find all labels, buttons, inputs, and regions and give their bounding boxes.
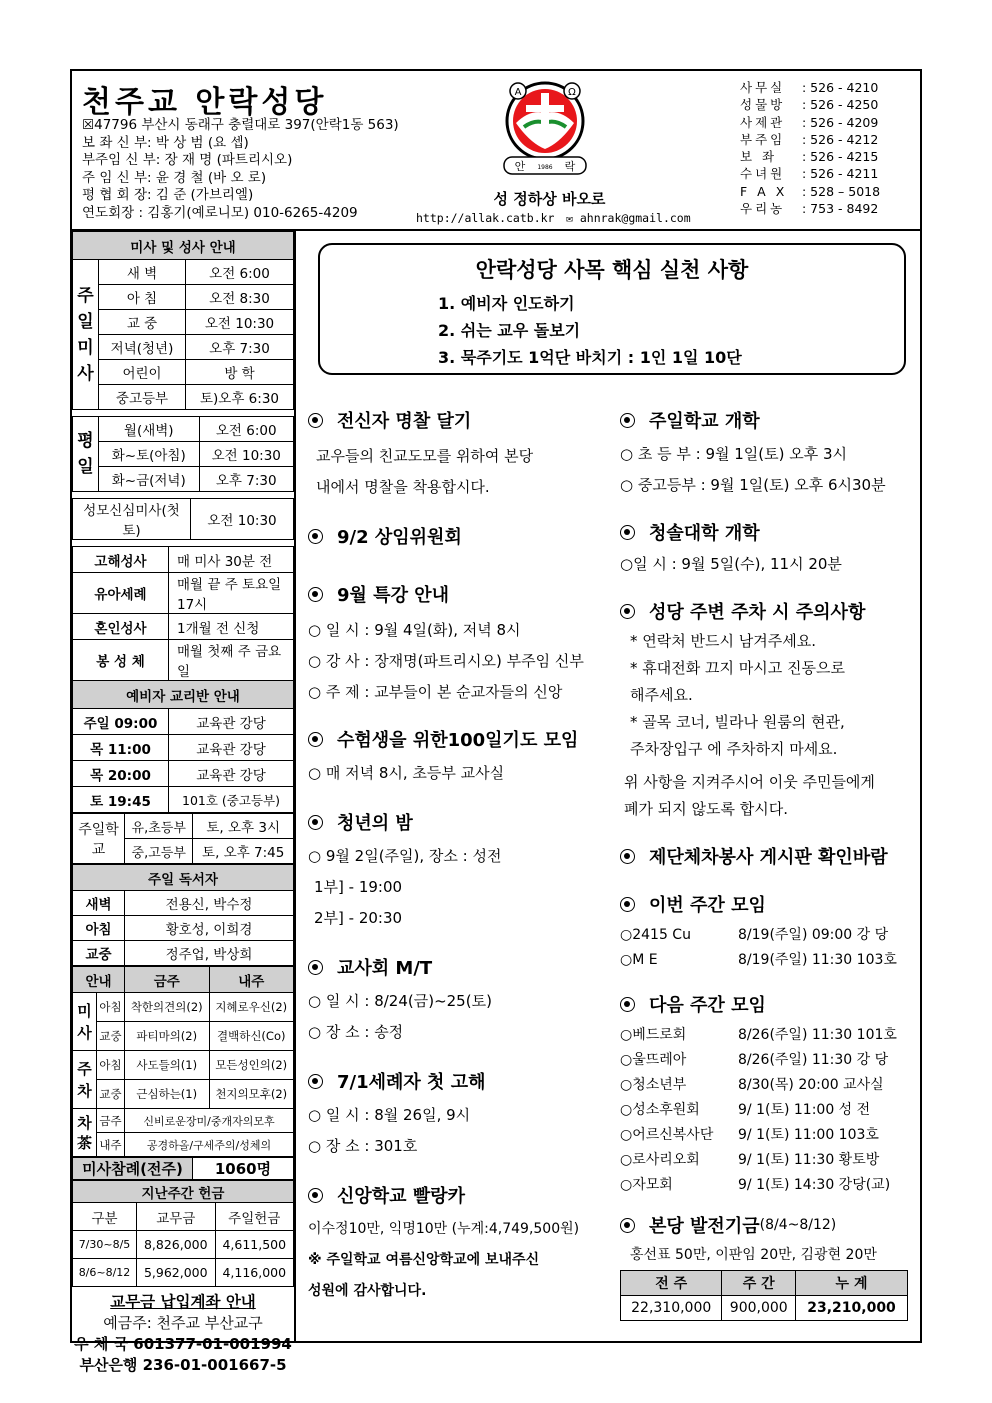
email-text: ahnrak@gmail.com xyxy=(579,211,691,225)
offering-period: 7/30~8/5 xyxy=(73,1231,137,1259)
phone-label: F A X xyxy=(740,183,788,199)
duty-slot: 내주 xyxy=(97,1133,125,1157)
offering-tithe: 8,826,000 xyxy=(137,1231,216,1259)
left-column xyxy=(308,407,608,1307)
school-table xyxy=(72,813,294,864)
parking-line: 주차장입구 에 주차하지 마세요. xyxy=(630,740,838,758)
heading-text: 신앙학교 빨랑카 xyxy=(337,1186,465,1207)
bullet-icon xyxy=(620,849,635,864)
duty-head: 내주 xyxy=(209,967,294,993)
meeting-group: ○2415 Cu xyxy=(620,927,691,943)
bullet-icon xyxy=(308,413,323,428)
phone-row xyxy=(740,79,880,96)
section-line: 이수정10만, 익명10만 (누계:4,749,500원) xyxy=(308,1221,580,1237)
sacrament-table xyxy=(72,546,294,813)
bullet-icon xyxy=(620,525,635,540)
phone-number: : 753 - 8492 xyxy=(802,201,879,217)
duty-this: 착한의견의(2) xyxy=(125,993,210,1022)
sunday-label: 주일미사 xyxy=(73,260,99,410)
heart-mass-name: 성모신심미사(첫토) xyxy=(73,499,191,540)
right-column xyxy=(620,407,916,1321)
section-line: ○ 장 소 : 송정 xyxy=(308,1023,404,1041)
meeting-row xyxy=(620,1023,916,1048)
duty-head: 안내 xyxy=(73,967,125,993)
sidebar xyxy=(72,231,296,1374)
school-time: 토, 오후 3시 xyxy=(193,814,294,839)
phone-label: 우리농 xyxy=(740,201,786,217)
account-bank: 부산은행 236-01-001667-5 xyxy=(79,1356,287,1374)
class-place: 교육관 강당 xyxy=(169,735,294,761)
section-heading xyxy=(308,1182,608,1208)
duty-table xyxy=(72,966,294,1157)
weekday-label: 평일 xyxy=(73,417,99,492)
sacrament-info: 1개월 전 신청 xyxy=(169,614,294,640)
mass-name: 어린이 xyxy=(99,360,186,385)
heading-text: 교사회 M/T xyxy=(337,958,433,979)
reader-names: 정주업, 박상희 xyxy=(125,941,294,966)
phone-label: 부주임 xyxy=(740,131,786,147)
logo-alpha: A xyxy=(514,87,522,98)
duty-slot: 교중 xyxy=(97,1022,125,1051)
meeting-time: 9/ 1(토) 11:00 103호 xyxy=(738,1127,879,1143)
school-label: 주일학교 xyxy=(73,814,125,864)
bulletin-page xyxy=(70,69,922,1374)
mass-name: 새 벽 xyxy=(99,260,186,285)
heading-text: 9/2 상임위원회 xyxy=(337,527,462,548)
section-line: ○ 초 등 부 : 9월 1일(토) 오후 3시 xyxy=(620,445,848,463)
account-holder: 예금주: 천주교 부산교구 xyxy=(103,1314,263,1332)
section-heading xyxy=(308,1068,608,1094)
mass-time: 오전 8:30 xyxy=(186,285,294,310)
section-line: 성원에 감사합니다. xyxy=(308,1283,427,1299)
catechumen-title: 예비자 교리반 안내 xyxy=(73,681,294,709)
meeting-time: 8/30(목) 20:00 교사실 xyxy=(738,1077,884,1093)
offering-head: 교무금 xyxy=(137,1203,216,1231)
next-week-list xyxy=(620,1023,916,1198)
bullet-icon xyxy=(308,587,323,602)
weekday-table xyxy=(72,416,294,492)
section-heading xyxy=(620,598,916,624)
section-line: ○ 9월 2일(주일), 장소 : 성전 xyxy=(308,847,502,865)
section-heading xyxy=(308,954,608,980)
mass-time: 오전 10:30 xyxy=(199,442,294,467)
readers-table xyxy=(72,864,294,966)
phone-number: : 526 - 4212 xyxy=(802,131,879,147)
meeting-row xyxy=(620,1073,916,1098)
section-heading xyxy=(308,523,608,549)
section-line: 1부] - 19:00 xyxy=(314,878,403,896)
phone-label: 보 좌 xyxy=(740,149,778,165)
reader-mass: 새벽 xyxy=(73,891,125,916)
meeting-time: 8/26(주일) 11:30 강 당 xyxy=(738,1052,889,1068)
mass-time: 오후 7:30 xyxy=(186,335,294,360)
staff-line: 보 좌 신 부: 박 상 범 (요 셉) xyxy=(82,134,249,151)
duty-next: 천지의모후(2) xyxy=(209,1080,294,1109)
parking-line: * 휴대전화 끄지 마시고 진동으로 xyxy=(630,659,845,677)
bullet-icon xyxy=(620,604,635,619)
pastoral-title: 안락성당 사목 핵심 실천 사항 xyxy=(475,258,749,282)
duty-next: 결백하신(Co) xyxy=(209,1022,294,1051)
parish-logo xyxy=(490,79,600,177)
section-heading xyxy=(620,991,916,1017)
mass-time: 오전 10:30 xyxy=(186,310,294,335)
duty-tea-groups: 신비로운장미/중개자의모후 xyxy=(125,1109,294,1133)
heading-text: 청솔대학 개학 xyxy=(649,523,760,544)
duty-mass-label: 미사 xyxy=(73,993,97,1051)
fund-donors: 홍선표 50만, 이판임 20만, 김광현 20만 xyxy=(630,1247,877,1263)
heading-text: 9월 특강 안내 xyxy=(337,585,449,606)
sacrament-name: 고해성사 xyxy=(73,547,169,573)
parking-line: * 골목 코너, 빌라나 원룸의 현관, xyxy=(630,713,845,731)
phone-number: : 526 - 4215 xyxy=(802,149,879,165)
logo-omega: Ω xyxy=(568,87,576,98)
phone-number: : 526 - 4250 xyxy=(802,97,879,113)
meeting-group: ○성소후원회 xyxy=(620,1102,700,1118)
logo-year: 1986 xyxy=(537,164,553,171)
phone-row xyxy=(740,114,880,131)
reader-mass: 아침 xyxy=(73,916,125,941)
bullet-icon xyxy=(620,413,635,428)
fund-table xyxy=(620,1270,908,1321)
section-line: 내에서 명찰을 착용합시다. xyxy=(316,478,490,496)
fund-period: (8/4~8/12) xyxy=(759,1217,837,1233)
meeting-row xyxy=(620,1173,916,1198)
school-dept: 중,고등부 xyxy=(125,839,193,864)
section-line: ○ 장 소 : 301호 xyxy=(308,1137,418,1155)
parking-line: 위 사항을 지켜주시어 이웃 주민들에게 xyxy=(624,773,875,791)
section-line: ○ 강 사 : 장재명(파트리시오) 부주임 신부 xyxy=(308,652,584,670)
pastoral-item: 2. 쉬는 교우 돌보기 xyxy=(438,321,581,340)
section-line: ○일 시 : 9월 5일(수), 11시 20분 xyxy=(620,555,842,573)
sacrament-info: 매 미사 30분 전 xyxy=(169,547,294,573)
bullet-icon xyxy=(308,815,323,830)
logo-text-rak: 락 xyxy=(564,160,576,173)
pastoral-box xyxy=(318,243,906,375)
attendance-label: 미사참례(전주) xyxy=(73,1158,193,1180)
duty-slot: 아침 xyxy=(97,1051,125,1080)
patron-saint: 성 정하상 바오로 xyxy=(493,190,606,208)
heading-text: 주일학교 개학 xyxy=(649,411,760,432)
mass-title: 미사 및 성사 안내 xyxy=(73,232,294,260)
offering-title: 지난주간 헌금 xyxy=(73,1181,294,1203)
mass-name: 화~토(아침) xyxy=(99,442,200,467)
meeting-group: ○자모회 xyxy=(620,1177,673,1193)
sacrament-info: 매월 끝 주 토요일 17시 xyxy=(169,573,294,614)
staff-line: 부주임 신 부: 장 재 명 (파트리시오) xyxy=(82,152,293,168)
phone-row xyxy=(740,200,880,217)
class-time: 주일 09:00 xyxy=(73,709,169,735)
fund-head: 누 계 xyxy=(796,1271,908,1296)
meeting-group: ○로사리오회 xyxy=(620,1152,700,1168)
meeting-time: 9/ 1(토) 11:30 황토방 xyxy=(738,1152,880,1168)
section-line: 2부] - 20:30 xyxy=(314,909,403,927)
phone-row xyxy=(740,96,880,113)
mass-name: 교 중 xyxy=(99,310,186,335)
section-line: ○ 일 시 : 8월 26일, 9시 xyxy=(308,1106,471,1124)
meeting-time: 8/26(주일) 11:30 101호 xyxy=(738,1027,897,1043)
address: ☒47796 부산시 동래구 충렬대로 397(안락1동 563) xyxy=(82,117,399,133)
parking-notes xyxy=(620,628,916,763)
mass-time: 오전 6:00 xyxy=(199,417,294,442)
meeting-group: ○울뜨레아 xyxy=(620,1052,687,1068)
duty-tea-label: 차茶 xyxy=(73,1109,97,1157)
offering-sunday: 4,611,500 xyxy=(215,1231,294,1259)
staff-line: 연도회장 : 김홍기(예로니모) 010-6265-4209 xyxy=(82,204,358,221)
heading-text: 전신자 명찰 달기 xyxy=(337,411,472,432)
meeting-time: 8/19(주일) 09:00 강 당 xyxy=(738,927,889,943)
bullet-icon xyxy=(620,997,635,1012)
class-time: 목 20:00 xyxy=(73,761,169,787)
staff-line: 주 임 신 부: 윤 경 철 (바 오 로) xyxy=(82,169,267,186)
meeting-row xyxy=(620,923,916,948)
main-content xyxy=(298,231,920,1341)
phone-label: 사제관 xyxy=(740,114,786,130)
fund-week: 900,000 xyxy=(722,1296,796,1321)
heading-text: 성당 주변 주차 시 주의사항 xyxy=(649,602,866,623)
parking-footer xyxy=(620,769,916,823)
parking-line: 해주세요. xyxy=(630,686,693,704)
duty-this: 사도들의(1) xyxy=(125,1051,210,1080)
parish-title: 천주교 안락성당 xyxy=(82,85,328,120)
class-place: 교육관 강당 xyxy=(169,709,294,735)
readers-title: 주일 독서자 xyxy=(73,865,294,891)
duty-slot: 금주 xyxy=(97,1109,125,1133)
offering-period: 8/6~8/12 xyxy=(73,1259,137,1287)
duty-slot: 교중 xyxy=(97,1080,125,1109)
phone-row xyxy=(740,183,880,200)
account-section xyxy=(72,1287,294,1376)
mass-time: 토)오후 6:30 xyxy=(186,385,294,410)
duty-this: 파티마의(2) xyxy=(125,1022,210,1051)
email-link[interactable] xyxy=(566,211,691,225)
heading-text: 이번 주간 모임 xyxy=(649,895,766,916)
duty-tea-groups: 공경하올/구세주의/성체의 xyxy=(125,1133,294,1157)
phone-list xyxy=(740,79,880,217)
meeting-row xyxy=(620,1048,916,1073)
bullet-icon xyxy=(308,1074,323,1089)
meeting-group: ○M E xyxy=(620,952,658,968)
heading-text: 본당 발전기금 xyxy=(649,1216,760,1237)
mass-name: 아 침 xyxy=(99,285,186,310)
reader-names: 황호성, 이희경 xyxy=(125,916,294,941)
section-line: ○ 일 시 : 9월 4일(화), 저녁 8시 xyxy=(308,621,521,639)
mass-name: 월(새벽) xyxy=(99,417,200,442)
class-place: 101호 (중고등부) xyxy=(169,787,294,813)
meeting-row xyxy=(620,1123,916,1148)
heading-text: 다음 주간 모임 xyxy=(649,995,766,1016)
duty-next: 모든성인의(2) xyxy=(209,1051,294,1080)
fund-head: 주 간 xyxy=(722,1271,796,1296)
school-dept: 유,초등부 xyxy=(125,814,193,839)
sacrament-name: 혼인성사 xyxy=(73,614,169,640)
mass-time: 방 학 xyxy=(186,360,294,385)
fund-head: 전 주 xyxy=(621,1271,722,1296)
section-heading xyxy=(620,891,916,917)
section-line: ※ 주일학교 여름신앙학교에 보내주신 xyxy=(308,1252,540,1268)
section-heading xyxy=(308,581,608,607)
meeting-group: ○청소년부 xyxy=(620,1077,687,1093)
sacrament-name: 유아세례 xyxy=(73,573,169,614)
sacrament-name: 봉 성 체 xyxy=(73,640,169,681)
offering-sunday: 4,116,000 xyxy=(215,1259,294,1287)
class-time: 목 11:00 xyxy=(73,735,169,761)
account-title: 교무금 납입계좌 안내 xyxy=(110,1293,256,1311)
duty-next: 지혜로우신(2) xyxy=(209,993,294,1022)
meeting-group: ○베드로회 xyxy=(620,1027,687,1043)
reader-mass: 교중 xyxy=(73,941,125,966)
phone-number: : 526 - 4210 xyxy=(802,80,879,95)
bullet-icon xyxy=(620,1218,635,1233)
phone-row xyxy=(740,148,880,165)
class-time: 토 19:45 xyxy=(73,787,169,813)
school-time: 토, 오후 7:45 xyxy=(193,839,294,864)
section-line: ○ 일 시 : 8/24(금)~25(토) xyxy=(308,992,492,1010)
meeting-row xyxy=(620,1098,916,1123)
this-week-list xyxy=(620,923,916,973)
duty-head: 금주 xyxy=(125,967,210,993)
bullet-icon xyxy=(308,529,323,544)
website-link[interactable]: http://allak.catb.kr xyxy=(416,211,555,225)
parking-line: * 연락처 반드시 남겨주세요. xyxy=(630,632,816,650)
section-heading xyxy=(620,1212,916,1238)
meeting-row xyxy=(620,948,916,973)
parking-line: 폐가 되지 않도록 합시다. xyxy=(624,800,788,818)
meeting-time: 8/19(주일) 11:30 103호 xyxy=(738,952,897,968)
mass-time: 오후 7:30 xyxy=(199,467,294,492)
header xyxy=(72,71,920,231)
heart-mass-table xyxy=(72,498,294,540)
section-line: ○ 중고등부 : 9월 1일(토) 오후 6시30분 xyxy=(620,476,886,494)
phone-row xyxy=(740,131,880,148)
fund-prev: 22,310,000 xyxy=(621,1296,722,1321)
section-heading xyxy=(620,843,916,869)
sacrament-info: 매월 첫째 주 금요일 xyxy=(169,640,294,681)
heading-text: 수험생을 위한100일기도 모임 xyxy=(337,730,579,751)
phone-row xyxy=(740,165,880,182)
heading-text: 7/1세례자 첫 고해 xyxy=(337,1072,486,1093)
class-place: 교육관 강당 xyxy=(169,761,294,787)
bullet-icon xyxy=(620,897,635,912)
section-heading xyxy=(620,519,916,545)
offering-head: 구분 xyxy=(73,1203,137,1231)
heading-text: 제단체차봉사 게시판 확인바람 xyxy=(649,847,888,868)
attendance-count: 1060명 xyxy=(193,1158,294,1180)
attendance-table xyxy=(72,1157,294,1180)
pastoral-item: 1. 예비자 인도하기 xyxy=(438,294,575,313)
header-info xyxy=(82,117,399,222)
phone-number: : 526 - 4211 xyxy=(802,166,879,182)
section-line: 교우들의 친교도모를 위하여 본당 xyxy=(316,447,534,465)
meeting-time: 9/ 1(토) 11:00 성 전 xyxy=(738,1102,871,1118)
reader-names: 전용신, 박수정 xyxy=(125,891,294,916)
mass-name: 화~금(저녁) xyxy=(99,467,200,492)
section-heading xyxy=(308,726,608,752)
account-post: 우 체 국 601377-01-001994 xyxy=(74,1335,292,1353)
section-heading xyxy=(308,407,608,433)
offering-table xyxy=(72,1180,294,1287)
logo-text-an: 안 xyxy=(514,160,526,173)
phone-label: 성물방 xyxy=(740,97,786,113)
section-heading xyxy=(308,809,608,835)
mass-table xyxy=(72,231,294,410)
phone-label: 사무실 xyxy=(740,80,786,95)
pastoral-item: 3. 묵주기도 1억단 바치기 : 1인 1일 10단 xyxy=(438,348,742,367)
duty-slot: 아침 xyxy=(97,993,125,1022)
bullet-icon xyxy=(308,960,323,975)
section-heading xyxy=(620,407,916,433)
section-line: ○ 주 제 : 교부들이 본 순교자들의 신앙 xyxy=(308,683,563,701)
phone-number: : 526 - 4209 xyxy=(802,114,879,130)
meeting-time: 9/ 1(토) 14:30 강당(교) xyxy=(738,1177,891,1193)
duty-park-label: 주차 xyxy=(73,1051,97,1109)
bullet-icon xyxy=(308,1188,323,1203)
heading-text: 청년의 밤 xyxy=(337,813,413,834)
mass-time: 오전 6:00 xyxy=(186,260,294,285)
bullet-icon xyxy=(308,732,323,747)
mass-name: 저녁(청년) xyxy=(99,335,186,360)
meeting-row xyxy=(620,1148,916,1173)
phone-number: : 528 – 5018 xyxy=(802,183,881,199)
duty-this: 근심하는(1) xyxy=(125,1080,210,1109)
mass-name: 중고등부 xyxy=(99,385,186,410)
offering-head: 주일헌금 xyxy=(215,1203,294,1231)
mail-icon: ✉ xyxy=(566,211,580,225)
heart-mass-time: 오전 10:30 xyxy=(191,499,294,540)
offering-tithe: 5,962,000 xyxy=(137,1259,216,1287)
fund-total: 23,210,000 xyxy=(796,1296,908,1321)
staff-line: 평 협 회 장: 김 준 (가브리엘) xyxy=(82,187,254,203)
phone-label: 수녀원 xyxy=(740,166,786,182)
meeting-group: ○어르신복사단 xyxy=(620,1127,714,1143)
section-line: ○ 매 저녁 8시, 초등부 교사실 xyxy=(308,764,505,782)
